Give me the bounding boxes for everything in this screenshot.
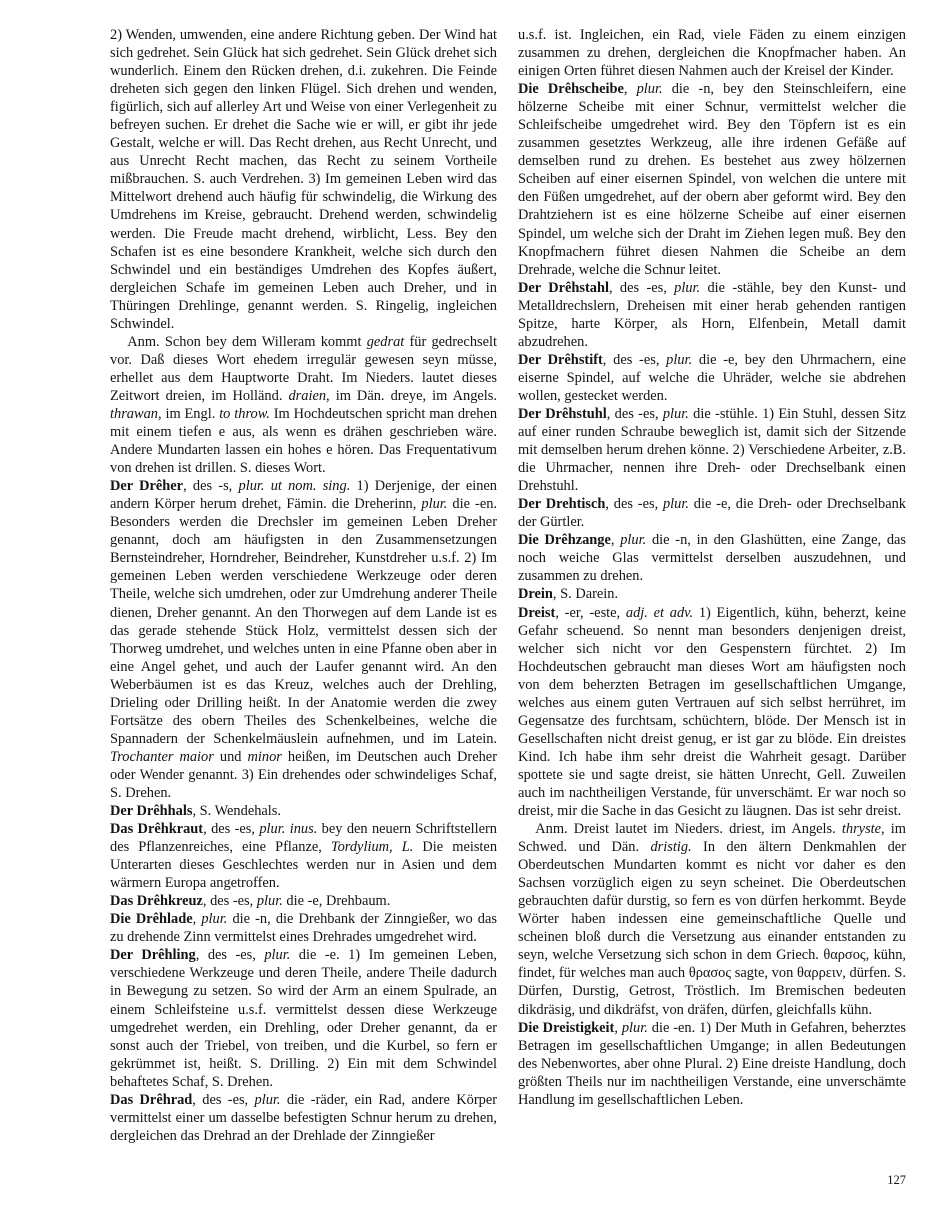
- entry-text: Im Hochdeutschen spricht man drehen mit einem tiefen e aus, als wenn es drähen geschrieben wäre. Andere Mundarten lassen ein hohes e hören. Das Frequentativum von drehen ist drillen. S. dieses Wort.: [110, 405, 498, 477]
- dictionary-entry: [518, 604, 906, 821]
- entry-text: die -e, Drehbaum.: [282, 893, 391, 910]
- entry-text: , des -es,: [609, 279, 675, 296]
- dictionary-entry: [110, 910, 497, 946]
- entry-text: , des -es,: [202, 893, 257, 910]
- dictionary-entry: [110, 1091, 497, 1145]
- italic-text: Tordylium, L.: [330, 839, 414, 856]
- italic-text: plur.: [662, 496, 689, 513]
- entry-text: die -e, bey den Uhrmachern, eine eiserne Spindel, auf welche die Uhräder, welche sie abdrehen wollen, gestecket werden.: [518, 351, 906, 404]
- dictionary-entry: [110, 946, 497, 1090]
- italic-text: plur.: [201, 911, 228, 928]
- dictionary-entry: [518, 26, 906, 80]
- dictionary-entry: [518, 80, 906, 279]
- entry-text: Die meisten Unterarten dieses Geschlechtes werden nur in Asien und dem wärmern Europa angetroffen.: [110, 839, 498, 892]
- italic-text: thrawan,: [110, 405, 162, 422]
- entry-text: ,: [610, 532, 621, 549]
- entry-text: Anm. Schon bey dem Willeram kommt: [127, 333, 367, 350]
- entry-text: die -n, bey den Steinschleifern, eine hölzerne Scheibe mit einer Schnur, vermittelst welcher die Schleifscheibe umgedrehet wird. Bey den Töpfern ist es ein zusammen gesetztes Werkzeug, alle ihre irdenen Gefäße auf demselben rund zu drehen. Es bestehet aus zwey hölzernen Scheiben auf einer eisernen Spindel, von welchen die untere mit den Füßen umgedrehet, auf der obern aber geformt wird. Bey den Drahtziehern ist es eine hölzerne Scheibe auf einer eisernen Spindel, um welche sich der Draht im Ziehen legen muß. Bey den Knopfmachern führet diesen Nahmen die Scheibe an dem Drehrade, welche die Schnur leitet.: [518, 81, 906, 278]
- entry-text: im Dän. dreye, im Angels.: [329, 387, 497, 404]
- headword: Der Drêhling: [110, 947, 196, 964]
- italic-text: plur.: [621, 1019, 648, 1036]
- headword: Das Drêhkraut: [110, 821, 204, 838]
- dictionary-entry: [518, 585, 906, 603]
- annotation-paragraph: [518, 820, 906, 1019]
- entry-text: ,: [614, 1019, 622, 1036]
- headword: Der Drêher: [110, 478, 184, 495]
- italic-text: plur.: [636, 81, 663, 98]
- entry-text: ,: [623, 81, 637, 98]
- italic-text: Trochanter maior: [110, 748, 214, 765]
- entry-text: , des -s,: [183, 478, 239, 495]
- entry-text: , S. Wendehals.: [192, 803, 281, 820]
- headword: Drein: [518, 586, 553, 603]
- entry-text: die -n, die Drehbank der Zinngießer, wo das zu drehende Zinn vermittelst eines Drehrades umgedrehet wird.: [110, 911, 497, 946]
- dictionary-entry: [110, 26, 497, 333]
- dictionary-entry: [110, 820, 497, 892]
- dictionary-entry: [518, 531, 906, 585]
- headword: Das Drêhrad: [110, 1091, 193, 1108]
- entry-text: im Engl.: [161, 405, 220, 422]
- italic-text: plur.: [421, 496, 448, 513]
- italic-text: plur.: [620, 532, 647, 549]
- dictionary-entry: [518, 1019, 906, 1109]
- entry-text: , des -es,: [192, 1091, 255, 1108]
- headword: Der Drêhstuhl: [518, 405, 607, 422]
- entry-text: Anm. Dreist lautet im Nieders. driest, im Angels.: [535, 821, 842, 838]
- italic-text: plur.: [254, 1091, 281, 1108]
- headword: Der Drehtisch: [518, 496, 606, 513]
- headword: Dreist: [518, 604, 556, 621]
- italic-text: plur.: [666, 351, 693, 368]
- dictionary-entry: [518, 405, 906, 495]
- entry-text: die -e. 1) Im gemeinen Leben, verschiedene Werkzeuge und deren Theile, andere Theile dadurch in Bewegung zu setzen. So wird der Arm an einem Spulrade, an einem Schleifsteine u.s.f. vermittelst dessen diese Werkzeuge umgedrehet werden, ein Drehling, oder Dreher genannt, da er sonst auch der Triebel, von treiben, und die Kurbel, so fern er gekrümmet ist, heißt. S. Drilling. 2) Ein mit dem Schwindel behaftetes Schaf, S. Drehen.: [110, 947, 497, 1090]
- italic-text: plur.: [662, 405, 689, 422]
- italic-text: plur.: [256, 893, 283, 910]
- entry-text: , des -es,: [203, 821, 260, 838]
- annotation-paragraph: [110, 333, 497, 477]
- dictionary-entry: [110, 802, 497, 820]
- entry-text: 1) Derjenige, der einen andern Körper herum drehet, Fämin. die Dreherinn,: [110, 478, 498, 513]
- entry-text: , des -es,: [195, 947, 265, 964]
- italic-text: draien,: [288, 387, 330, 404]
- headword: Die Drêhzange: [518, 532, 611, 549]
- entry-text: , des -es,: [602, 351, 667, 368]
- headword: Der Drêhhals: [110, 803, 193, 820]
- entry-text: ,: [192, 911, 202, 928]
- italic-text: plur. inus.: [259, 821, 318, 838]
- entry-text: die -räder, ein Rad, andere Körper vermittelst einer um dasselbe befestigten Schnur herum zu drehen, dergleichen das Drehrad an der Drehlade der Zinngießer: [110, 1091, 497, 1144]
- dictionary-entry: [518, 351, 906, 405]
- entry-text: im Schwed. und Dän.: [518, 821, 907, 856]
- entry-text: die -stühle. 1) Ein Stuhl, dessen Sitz auf einer runden Schraube beweglich ist, damit sich der Sitzende mit demselben herum drehen könne. 2) Verschiedene Arbeiter, z.B. die Uhrmacher, nennen ihre Dreh- oder Drechselbank einen Drehstuhl.: [518, 405, 906, 495]
- italic-text: thryste,: [841, 821, 885, 838]
- entry-text: 2) Wenden, umwenden, eine andere Richtung geben. Der Wind hat sich gedrehet. Sein Glück hat sich gedrehet. Sein Glück drehet sich wunderlich. Einem den Rücken drehen, d.i. zukehren. Die Feinde dreheten sich gegen den linken Flügel. Sich drehen und wenden, figürlich, sich auf allerley Art und Weise von einer Verlegenheit zu befreyen suchen. Er drehet die Sache wie er will, er gibt ihr jede Gestalt, welche er will. Das Recht drehen, aus Recht Unrecht, und aus Unrecht Recht machen, das Recht zu seinem Vortheile mißbrauchen. S. auch Verdrehen. 3) Im gemeinen Leben wird das Mittelwort drehend auch häufig für schwindelig, die Wirkung des Umdrehens im Kreise, gebraucht. Drehend werden, schwindelig werden. Die Freude macht drehend, wirblicht, Less. Bey den Schafen ist es eine besondere Krankheit, welche sich durch den Schwindel und ein beständiges Umdrehen des Kopfes äußert, dergleichen Schafe im gemeinen Leben auch Dreher, und in Thüringen Drehlinge, genannt werden. S. Ringelig, ingleichen Schwindel.: [110, 27, 497, 332]
- entry-text: die -e, die Dreh- oder Drechselbank der Gürtler.: [518, 496, 906, 531]
- entry-text: , des -es,: [606, 405, 663, 422]
- dictionary-entry: [518, 495, 906, 531]
- entry-text: und: [213, 748, 248, 765]
- entry-text: heißen, im Deutschen auch Dreher oder Wender genannt. 3) Ein drehendes oder schwindeliges Schaf, S. Drehen.: [110, 748, 497, 801]
- italic-text: plur.: [674, 279, 701, 296]
- entry-text: u.s.f. ist. Ingleichen, ein Rad, viele Fäden zu einem einzigen zusammen zu drehen, dergleichen die Knopfmacher haben. An einigen Orten führet diesen Nahmen auch der Kreisel der Kinder.: [518, 27, 906, 80]
- headword: Die Drêhscheibe: [518, 81, 624, 98]
- entry-text: für gedrechselt vor. Daß dieses Wort ehedem irregulär gewesen seyn müsse, erhellet aus dem Hauptworte Draht. Im Nieders. lautet dieses Zeitwort dreien, im Holländ.: [110, 333, 497, 404]
- entry-text: In den ältern Denkmahlen der Oberdeutschen Mundarten kommt es nicht vor daher es den Sachsen vorzüglich eigen zu seyn scheinet. Die Oberdeutschen gebrauchten dafür durstig, so fern es von dürfen herkommt. Beyde Wörter haben indessen eine gemeinschaftliche Quelle und scheinen bloß durch die Versetzung aus einander entstanden zu seyn, welche Versetzung sich schon in dem Griech. θαρσος, kühn, findet, für welches man auch θρασος sagte, von θαρρειν, dürfen. S. Dürfen, Durstig, Getrost, Tröstlich. Im Bremischen bedeuten dikdräsig, und dikdräfst, von dräfen, dürfen, gleichfalls kühn.: [518, 839, 906, 1018]
- italic-text: minor: [247, 748, 282, 765]
- italic-text: gedrat: [366, 333, 405, 350]
- entry-text: die -en. Besonders werden die Drechsler im gemeinen Leben Dreher genannt, doch am häufigsten in den Zusammensetzungen Bernsteindreher, Horndreher, Beindreher, Kunstdreher u.s.f. 2) Im gemeinen Leben werden verschiedene Werkzeuge oder deren Theile, welche sich umdrehen, oder zur Umdrehung anderer Theile dienen, Dreher genannt. An den Thorwegen auf dem Lande ist es das gerade stehende Stück Holz, vermittelst dessen sich der Thorweg umdrehet, und welches unten in eine Pfanne oben aber in eine Angel gehet, und auch der Laufer genannt wird. An den Weberbäumen ist es das Kreuz, welches auch der Drehling, Drieling oder Drilling heißt. In der Anatomie werden die zwey Fortsätze des obern Theiles des Schenkelbeines, welche die Spannadern der Schenkelmäuslein aufnehmen, und im Latein.: [110, 496, 498, 747]
- dictionary-entry: [518, 279, 906, 351]
- headword: Der Drêhstahl: [518, 279, 609, 296]
- entry-text: die -en. 1) Der Muth in Gefahren, beherztes Betragen im gesellschaftlichen Umgange; in allen Bedeutungen des Nebenwortes, aber ohne Plural. 2) Eine dreiste Handlung, doch größten Theils nur im nachtheiligen Verstande, eine unverschämte Handlung im gesellschaftlichen Leben.: [518, 1019, 906, 1108]
- italic-text: plur.: [264, 947, 291, 964]
- right-column: [518, 26, 906, 1109]
- entry-text: , -er, -este,: [555, 604, 626, 621]
- entry-text: die -stähle, bey den Kunst- und Metalldrechslern, Dreheisen mit einer herab gehenden rantigen Spitze, harte Körper, als Horn, Elfenbein, Metall damit abzudrehen.: [518, 279, 906, 350]
- entry-text: , des -es,: [605, 496, 663, 513]
- page-number: 127: [887, 1173, 906, 1187]
- entry-text: bey den neuern Schriftstellern des Pflanzenreiches, eine Pflanze,: [110, 821, 497, 856]
- headword: Das Drêhkreuz: [110, 893, 203, 910]
- headword: Die Dreistigkeit: [518, 1019, 615, 1036]
- italic-text: adj. et adv.: [625, 604, 694, 621]
- headword: Der Drêhstift: [518, 351, 603, 368]
- dictionary-entry: [110, 477, 497, 802]
- entry-text: , S. Darein.: [552, 586, 619, 603]
- italic-text: dristig.: [650, 839, 692, 856]
- headword: Die Drêhlade: [110, 911, 193, 928]
- italic-text: plur. ut nom. sing.: [238, 478, 351, 495]
- left-column: [110, 26, 497, 1145]
- entry-text: die -n, in den Glashütten, eine Zange, das noch weiche Glas vermittelst derselben auszudehnen, und zusammen zu drehen.: [518, 532, 907, 585]
- entry-text: 1) Eigentlich, kühn, beherzt, keine Gefahr scheuend. So nennt man besonders denjenigen dreist, welcher sich nicht vor den Gespenstern fürchtet. 2) Im Hochdeutschen gebraucht man dieses Wort am häufigsten noch von dem beherzten Betragen im gesellschaftlichen Umgange, welches aus einem guten Vertrauen auf sich selbst herrühret, im Gegensatze des furchtsam, schüchtern, blöde. Der Mensch ist in Gesellschaften nicht dreist genug, er ist gar zu blöde. Ein dreistes Kind. Ich habe ihm sehr dreist die Wahrheit gesagt. Darüber spottete sie und sagte dreist, sie hätten Unrecht, Gell. Zuweilen auch im nachtheiligen Verstande, für unverschämt. Er war noch so dreist, mir die Sache in das Gesicht zu läugnen. Das ist sehr dreist.: [518, 604, 907, 820]
- dictionary-entry: [110, 892, 497, 910]
- italic-text: to throw.: [219, 405, 270, 422]
